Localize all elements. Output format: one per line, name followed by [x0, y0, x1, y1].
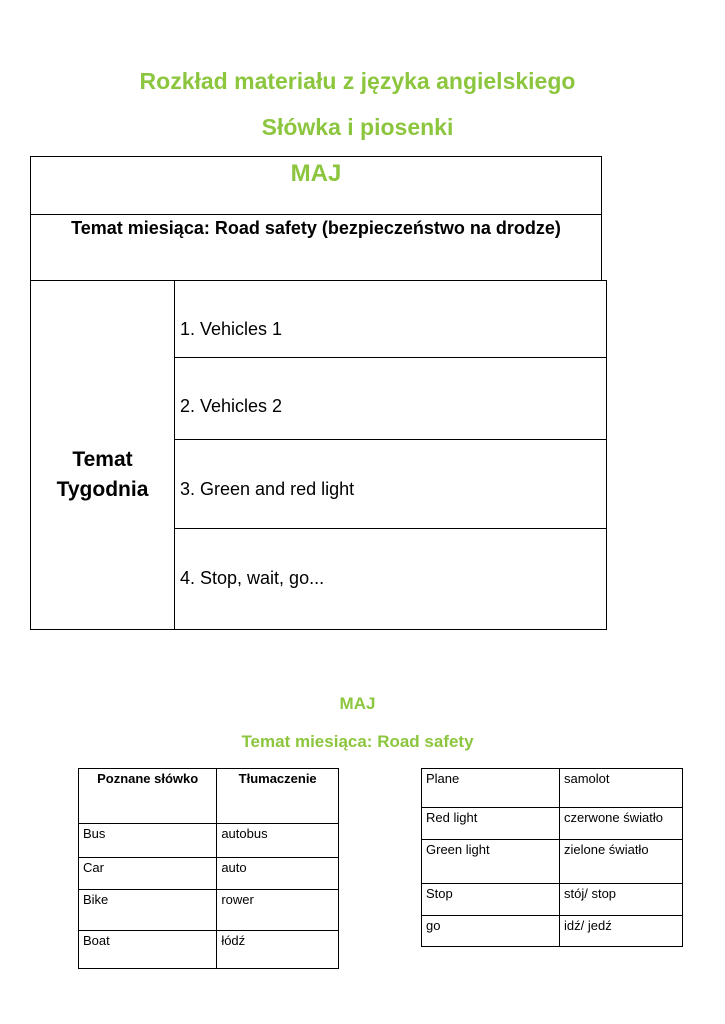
table-row	[79, 824, 339, 858]
month-header-box	[30, 156, 602, 215]
table-row	[422, 808, 683, 840]
table-row	[422, 840, 683, 884]
word-cell: go	[422, 916, 560, 947]
month-topic-box	[30, 214, 602, 281]
weekly-topics-table	[30, 280, 607, 630]
translation-cell: rower	[217, 890, 339, 931]
vocab-table-1	[78, 768, 339, 969]
table-header-row	[79, 769, 339, 824]
table-row	[79, 931, 339, 969]
translation-cell: auto	[217, 858, 339, 890]
month-topic: Temat miesiąca: Road safety (bezpieczeństwo na drodze)	[71, 218, 561, 238]
word-cell: Stop	[422, 884, 560, 916]
word-cell: Boat	[79, 931, 217, 969]
table-row	[79, 890, 339, 931]
week-topic: 3. Green and red light	[180, 479, 355, 499]
weekly-topics-label-line2: Tygodnia	[56, 478, 149, 501]
week-row	[175, 357, 606, 440]
translation-cell: autobus	[217, 824, 339, 858]
translation-cell: idź/ jedź	[560, 916, 683, 947]
document-title: Rozkład materiału z języka angielskiego	[139, 68, 576, 94]
word-cell: Bus	[79, 824, 217, 858]
word-cell: Green light	[422, 840, 560, 884]
translation-cell: zielone światło	[560, 840, 683, 884]
column-header-translation: Tłumaczenie	[217, 769, 339, 824]
week-row	[175, 281, 606, 358]
column-header-word: Poznane słówko	[79, 769, 217, 824]
weekly-topics-label	[31, 445, 174, 505]
word-cell: Plane	[422, 769, 560, 808]
table-row	[422, 884, 683, 916]
vocab-table-2	[421, 768, 683, 947]
week-topic: 4. Stop, wait, go...	[180, 568, 325, 588]
week-topic: 2. Vehicles 2	[180, 396, 283, 416]
table-row	[79, 858, 339, 890]
vocab-topic-label: Temat miesiąca: Road safety	[241, 732, 474, 751]
week-topic: 1. Vehicles 1	[180, 319, 283, 339]
table-row	[422, 916, 683, 947]
document-subtitle: Słówka i piosenki	[261, 114, 454, 140]
word-cell: Red light	[422, 808, 560, 840]
vocab-month-label: MAJ	[339, 694, 376, 713]
word-cell: Car	[79, 858, 217, 890]
translation-cell: czerwone światło	[560, 808, 683, 840]
weekly-topics-label-cell	[31, 281, 175, 629]
translation-cell: samolot	[560, 769, 683, 808]
table-row	[422, 769, 683, 808]
month-label: MAJ	[290, 160, 342, 187]
word-cell: Bike	[79, 890, 217, 931]
week-row	[175, 439, 606, 529]
weekly-topics-label-line1: Temat	[72, 448, 133, 471]
week-row	[175, 528, 606, 629]
translation-cell: stój/ stop	[560, 884, 683, 916]
translation-cell: łódź	[217, 931, 339, 969]
